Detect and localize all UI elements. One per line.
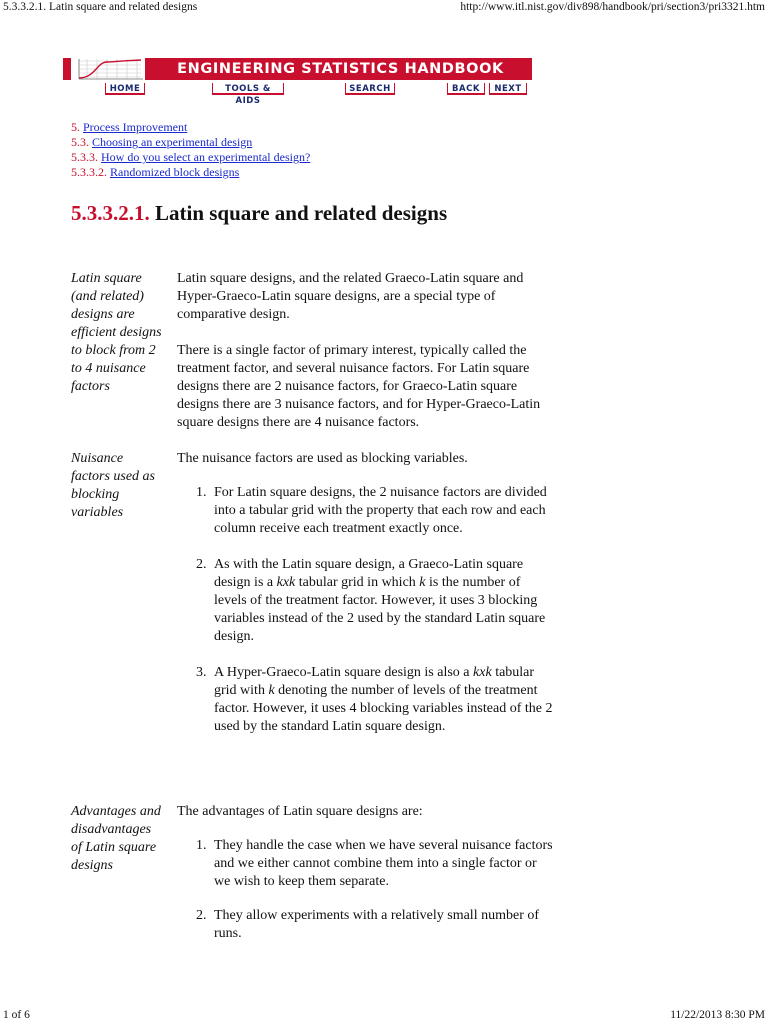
list-marker: 1.: [196, 838, 207, 853]
nav-next-button[interactable]: NEXT: [489, 83, 527, 95]
sidenote-latin-square: Latin square (and related) designs are efficient designs to block from 2 to 4 nuisance factors: [71, 271, 162, 394]
page-title: [71, 201, 447, 226]
logo-red-strip: [63, 58, 71, 80]
print-page-count: 1 of 6: [3, 1009, 30, 1021]
paragraph: There is a single factor of primary interest, typically called the treatment factor, and several nuisance factors. For Latin square designs there are 2 nuisance factors, for Graeco-Latin square designs there are 3 nuisance factors, and for Hyper-Graeco-Latin square designs there are 4 nuisance factors.: [177, 343, 541, 430]
print-timestamp: 11/22/2013 8:30 PM: [670, 1009, 765, 1021]
list-item: [177, 837, 553, 891]
breadcrumb-link-choosing-design[interactable]: Choosing an experimental design: [92, 135, 253, 149]
var-kxk: kxk: [473, 665, 492, 680]
print-footer: [0, 1008, 768, 1024]
list-item-text-post: is the number of levels of the treatment factor. However, it uses 3 blocking variables instead of the 2 used by the standard Latin square design.: [214, 575, 546, 644]
curve-graph-icon: [71, 58, 145, 80]
list-item-text-pre: A Hyper-Graeco-Latin square design is also a: [214, 665, 474, 680]
page-title-text: Latin square and related designs: [155, 201, 448, 225]
nav-home-button[interactable]: HOME: [105, 83, 145, 95]
nav-search-button[interactable]: SEARCH: [345, 83, 395, 95]
breadcrumb-num: 5.3.: [71, 135, 89, 149]
section-blocking-variables: [177, 450, 553, 736]
list-item-text: They allow experiments with a relatively small number of runs.: [214, 908, 540, 941]
advantages-list: [177, 837, 553, 943]
list-item-text-pre: As with the Latin square design, a Graeco-Latin square design is a: [214, 557, 524, 590]
list-item-text: For Latin square designs, the 2 nuisance factors are divided into a tabular grid with the property that each row and each column receive each treatment exactly once.: [214, 485, 547, 536]
var-kxk: kxk: [276, 575, 296, 590]
breadcrumb-num: 5.3.3.: [71, 150, 98, 164]
section-advantages: [177, 803, 553, 943]
breadcrumb: [71, 120, 310, 180]
list-item-text-mid: tabular grid in which: [295, 575, 420, 590]
handbook-banner: [63, 58, 532, 106]
var-k: k: [419, 575, 426, 590]
nav-tools-button[interactable]: TOOLS & AIDS: [212, 83, 284, 95]
breadcrumb-item: [71, 165, 310, 180]
breadcrumb-link-select-design[interactable]: How do you select an experimental design?: [101, 150, 311, 164]
list-item: [177, 664, 553, 736]
list-marker: 2.: [196, 557, 207, 572]
breadcrumb-link-randomized-block[interactable]: Randomized block designs: [110, 165, 240, 179]
breadcrumb-num: 5.3.3.2.: [71, 165, 107, 179]
list-item: [177, 484, 553, 538]
print-url: http://www.itl.nist.gov/div898/handbook/pri/section3/pri3321.htm: [460, 1, 765, 13]
sidenote-nuisance-factors: Nuisance factors used as blocking variables: [71, 451, 155, 520]
list-marker: 1.: [196, 485, 207, 500]
breadcrumb-item: [71, 135, 310, 150]
var-k: k: [268, 683, 275, 698]
paragraph: Latin square designs, and the related Graeco-Latin square and Hyper-Graeco-Latin square designs, are a special type of comparative design.: [177, 271, 524, 322]
paragraph: The nuisance factors are used as blocking variables.: [177, 451, 468, 466]
nav-back-button[interactable]: BACK: [447, 83, 485, 95]
breadcrumb-item: [71, 150, 310, 165]
list-item-text: They handle the case when we have several nuisance factors and we either cannot combine them into a single factor or we wish to keep them separate.: [214, 838, 553, 889]
breadcrumb-num: 5.: [71, 120, 80, 134]
page-title-number: 5.3.3.2.1.: [71, 201, 150, 225]
breadcrumb-item: [71, 120, 310, 135]
list-marker: 2.: [196, 908, 207, 923]
list-item: [177, 556, 553, 646]
list-marker: 3.: [196, 665, 207, 680]
banner-title: ENGINEERING STATISTICS HANDBOOK: [177, 61, 504, 77]
handbook-logo[interactable]: [63, 58, 145, 80]
section-intro: [177, 270, 553, 432]
print-header: [0, 0, 768, 16]
paragraph: The advantages of Latin square designs are:: [177, 804, 423, 819]
list-item-text-post: denoting the number of levels of the treatment factor. However, it uses 4 blocking variables instead of the 2 used by the standard Latin square design.: [214, 683, 553, 734]
blocking-list: [177, 484, 553, 736]
print-page-title: 5.3.3.2.1. Latin square and related designs: [3, 1, 198, 13]
breadcrumb-link-process-improvement[interactable]: Process Improvement: [83, 120, 188, 134]
sidenote-advantages: Advantages and disadvantages of Latin square designs: [71, 804, 161, 873]
list-item: [177, 907, 553, 943]
list-item-text-mid: tabular grid with: [214, 665, 535, 698]
